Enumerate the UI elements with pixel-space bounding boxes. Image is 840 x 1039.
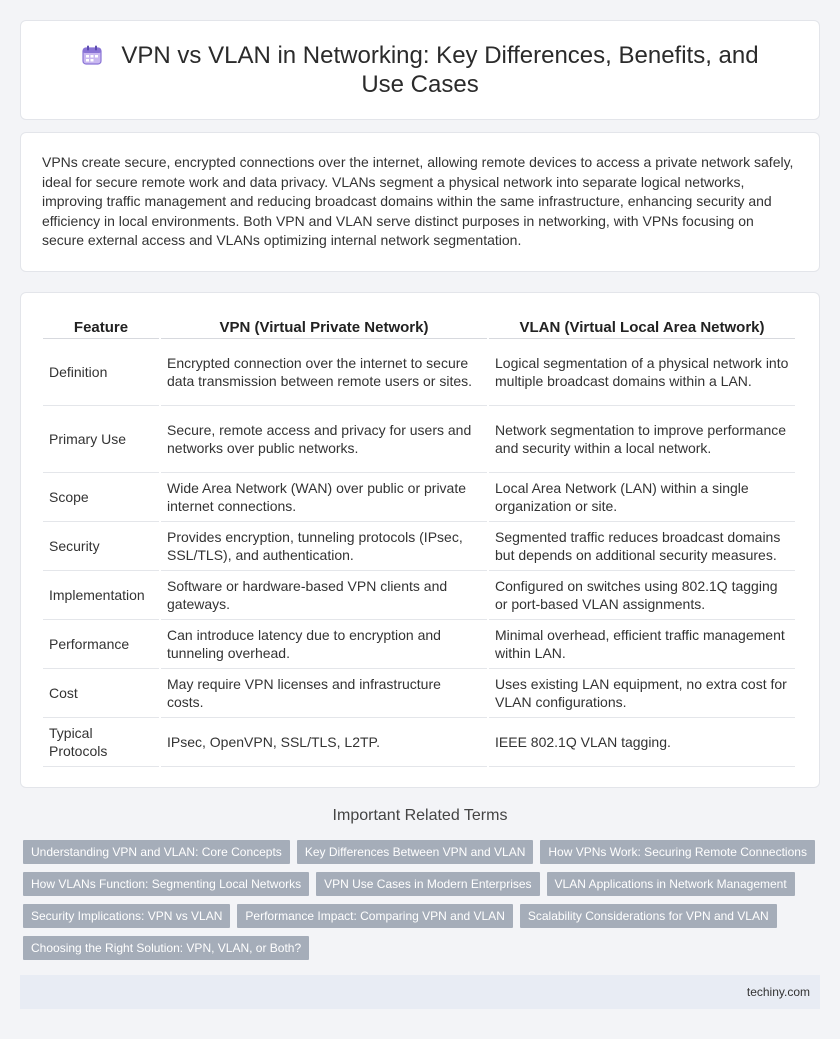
related-term-tag[interactable]: Understanding VPN and VLAN: Core Concepts — [23, 840, 290, 864]
related-terms-heading: Important Related Terms — [332, 807, 508, 824]
header-card — [20, 20, 820, 120]
vpn-cell: Provides encryption, tunneling protocols (IPsec, SSL/TLS), and authentication. — [161, 522, 487, 571]
related-term-tag[interactable]: VLAN Applications in Network Management — [547, 872, 795, 896]
page-title — [70, 41, 770, 99]
feature-cell: Cost — [43, 669, 159, 718]
related-term-tag[interactable]: How VLANs Function: Segmenting Local Networks — [23, 872, 309, 896]
table-row — [43, 620, 795, 669]
related-terms-list — [23, 840, 823, 960]
intro-paragraph: VPNs create secure, encrypted connections over the internet, allowing remote devices to access a private network safely, ideal for secure remote work and data privacy. VLANs segment a physical network into separate logical networks, improving traffic management and reducing broadcast domains within the same infrastructure, enhancing security and efficiency in local environments. Both VPN and VLAN serve distinct purposes in networking, with VPNs focusing on secure external access and VLANs optimizing internal network segmentation. — [42, 154, 794, 248]
footer — [20, 975, 820, 1009]
table-row — [43, 718, 795, 767]
column-header-vpn: VPN (Virtual Private Network) — [161, 311, 487, 339]
related-term-tag[interactable]: Security Implications: VPN vs VLAN — [23, 904, 230, 928]
comparison-table — [41, 311, 797, 767]
related-term-tag[interactable]: How VPNs Work: Securing Remote Connections — [540, 840, 815, 864]
vpn-cell: IPsec, OpenVPN, SSL/TLS, L2TP. — [161, 718, 487, 767]
table-row — [43, 571, 795, 620]
feature-cell: Performance — [43, 620, 159, 669]
vlan-cell: Logical segmentation of a physical network into multiple broadcast domains within a LAN. — [489, 339, 795, 406]
vpn-cell: Encrypted connection over the internet to secure data transmission between remote users or sites. — [161, 339, 487, 406]
related-term-tag[interactable]: VPN Use Cases in Modern Enterprises — [316, 872, 539, 896]
vlan-cell: Uses existing LAN equipment, no extra cost for VLAN configurations. — [489, 669, 795, 718]
column-header-vlan: VLAN (Virtual Local Area Network) — [489, 311, 795, 339]
table-row — [43, 339, 795, 406]
calendar-icon — [81, 44, 103, 66]
column-header-feature: Feature — [43, 311, 159, 339]
vlan-cell: Minimal overhead, efficient traffic management within LAN. — [489, 620, 795, 669]
vlan-cell: Segmented traffic reduces broadcast domains but depends on additional security measures. — [489, 522, 795, 571]
intro-card — [20, 132, 820, 272]
related-term-tag[interactable]: Key Differences Between VPN and VLAN — [297, 840, 534, 864]
vpn-cell: Secure, remote access and privacy for users and networks over public networks. — [161, 406, 487, 473]
vpn-cell: May require VPN licenses and infrastructure costs. — [161, 669, 487, 718]
vlan-cell: Local Area Network (LAN) within a single organization or site. — [489, 473, 795, 522]
table-row — [43, 406, 795, 473]
vlan-cell: IEEE 802.1Q VLAN tagging. — [489, 718, 795, 767]
page-title-text: VPN vs VLAN in Networking: Key Differences, Benefits, and Use Cases — [121, 42, 759, 98]
related-term-tag[interactable]: Performance Impact: Comparing VPN and VLAN — [237, 904, 512, 928]
feature-cell: Definition — [43, 339, 159, 406]
table-row — [43, 522, 795, 571]
table-header-row — [43, 311, 795, 339]
footer-site-link[interactable]: techiny.com — [746, 985, 810, 999]
feature-cell: Scope — [43, 473, 159, 522]
related-term-tag[interactable]: Scalability Considerations for VPN and VLAN — [520, 904, 777, 928]
vpn-cell: Software or hardware-based VPN clients and gateways. — [161, 571, 487, 620]
vpn-cell: Wide Area Network (WAN) over public or private internet connections. — [161, 473, 487, 522]
vlan-cell: Configured on switches using 802.1Q tagging or port-based VLAN assignments. — [489, 571, 795, 620]
related-term-tag[interactable]: Choosing the Right Solution: VPN, VLAN, or Both? — [23, 936, 309, 960]
feature-cell: Typical Protocols — [43, 718, 159, 767]
vlan-cell: Network segmentation to improve performance and security within a local network. — [489, 406, 795, 473]
comparison-table-card — [20, 292, 820, 788]
table-row — [43, 473, 795, 522]
vpn-cell: Can introduce latency due to encryption and tunneling overhead. — [161, 620, 487, 669]
feature-cell: Implementation — [43, 571, 159, 620]
feature-cell: Primary Use — [43, 406, 159, 473]
feature-cell: Security — [43, 522, 159, 571]
table-row — [43, 669, 795, 718]
